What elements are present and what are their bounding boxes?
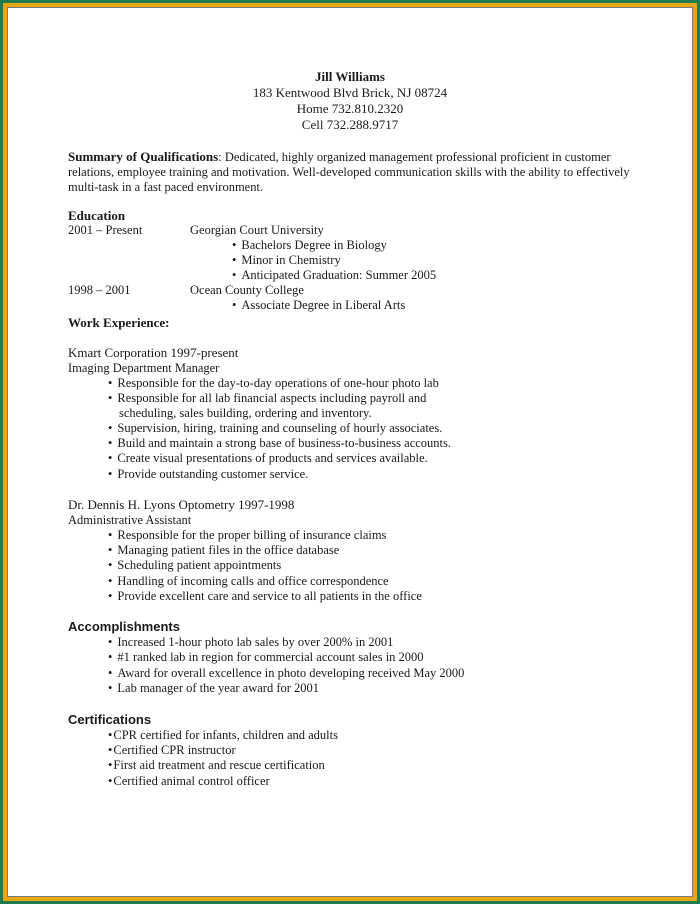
summary-label: Summary of Qualifications [68,149,219,164]
address: 183 Kentwood Blvd Brick, NJ 08724 [252,85,448,100]
education-dates: 2001 – Present [68,223,143,237]
resume-name: Jill Williams [315,69,385,84]
education-item: • Associate Degree in Liberal Arts [232,298,405,313]
certification-item: • CPR certified for infants, children and adults [108,728,338,743]
job-duty: • Responsible for all lab financial aspects including payroll and [108,391,426,406]
job-duty: • Responsible for the proper billing of insurance claims [108,528,386,543]
education-item: • Bachelors Degree in Biology [232,238,387,253]
job-employer: Kmart Corporation 1997-present [68,345,239,360]
certification-item: • Certified animal control officer [108,774,270,789]
home-phone: Home 732.810.2320 [296,101,404,116]
job-duty: • Managing patient files in the office database [108,543,339,558]
education-school: Ocean County College [190,283,304,297]
accomplishments-heading: Accomplishments [68,619,180,634]
job-title: Imaging Department Manager [68,361,220,375]
summary-text: : Dedicated, highly organized management professional proficient in customer relations, employee training and motivation. Well-developed communication skills with the ability to effectively multi-task in a fast paced environment. [68,150,630,194]
accomplishment-item: • Increased 1-hour photo lab sales by over 200% in 2001 [108,635,393,650]
job-duty: • Provide outstanding customer service. [108,467,308,482]
job-duty: • Scheduling patient appointments [108,558,281,573]
job-duty: • Create visual presentations of products and services available. [108,451,428,466]
job-title: Administrative Assistant [68,513,192,527]
education-item: • Minor in Chemistry [232,253,341,268]
accomplishment-item: • #1 ranked lab in region for commercial account sales in 2000 [108,650,424,665]
job-duty: • Provide excellent care and service to all patients in the office [108,589,422,604]
education-school: Georgian Court University [190,223,324,237]
job-duty: • Build and maintain a strong base of business-to-business accounts. [108,436,451,451]
job-duty: • Supervision, hiring, training and counseling of hourly associates. [108,421,442,436]
job-duty-continuation: scheduling, sales building, ordering and inventory. [119,406,372,420]
education-dates: 1998 – 2001 [68,283,131,297]
education-item: • Anticipated Graduation: Summer 2005 [232,268,436,283]
certification-item: • First aid treatment and rescue certification [108,758,325,773]
cell-phone: Cell 732.288.9717 [301,117,399,132]
accomplishment-item: • Lab manager of the year award for 2001 [108,681,319,696]
certification-item: • Certified CPR instructor [108,743,236,758]
summary-section [68,149,638,195]
job-duty: • Responsible for the day-to-day operations of one-hour photo lab [108,376,439,391]
accomplishment-item: • Award for overall excellence in photo developing received May 2000 [108,666,464,681]
job-employer: Dr. Dennis H. Lyons Optometry 1997-1998 [68,497,295,512]
certifications-heading: Certifications [68,712,152,727]
job-duty: • Handling of incoming calls and office correspondence [108,574,389,589]
work-heading: Work Experience: [68,315,170,330]
education-heading: Education [68,208,126,223]
